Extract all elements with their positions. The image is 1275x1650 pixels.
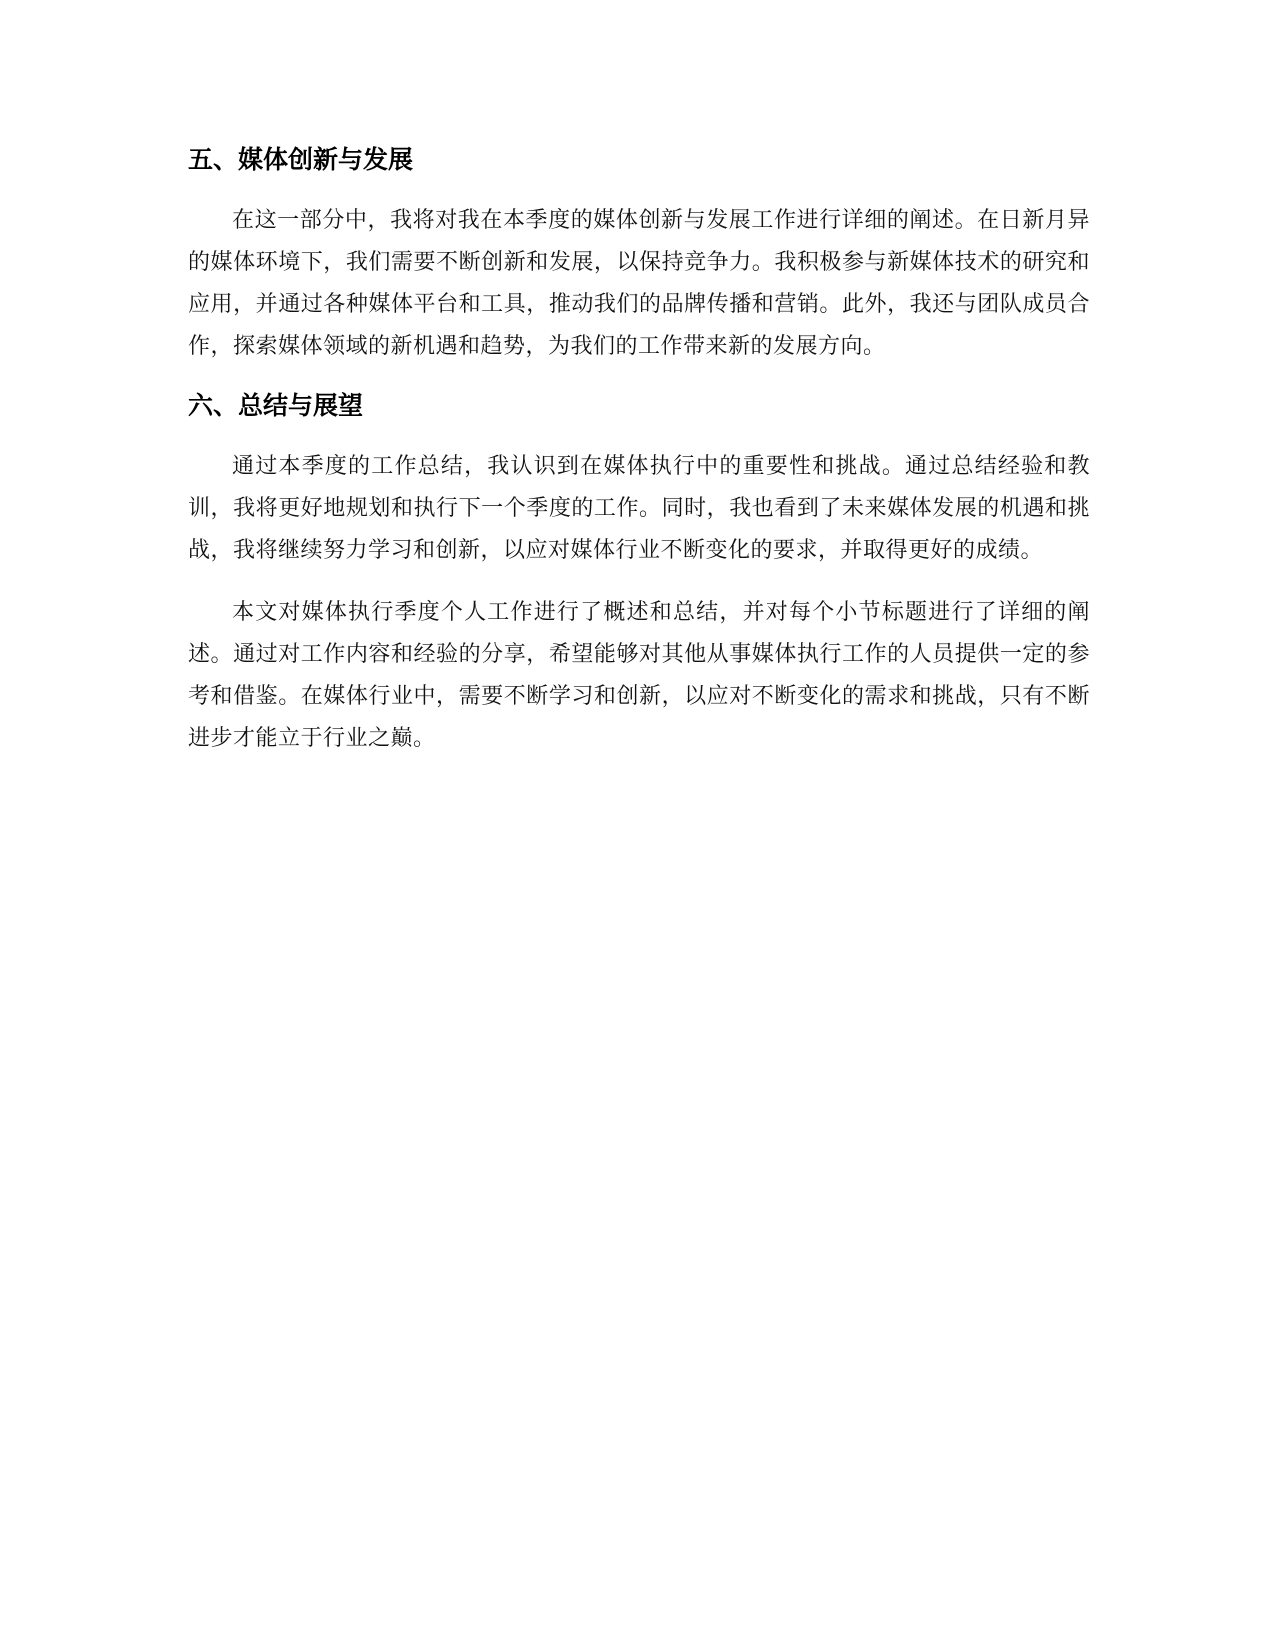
paragraph-summary-outlook: 通过本季度的工作总结，我认识到在媒体执行中的重要性和挑战。通过总结经验和教训，我将更好地规划和执行下一个季度的工作。同时，我也看到了未来媒体发展的机遇和挑战，我将继续努力学习和创新，以应对媒体行业不断变化的要求，并取得更好的成绩。 [188,454,1090,563]
section-heading-media-innovation: 五、媒体创新与发展 [188,145,414,174]
paragraph-conclusion: 本文对媒体执行季度个人工作进行了概述和总结，并对每个小节标题进行了详细的阐述。通过对工作内容和经验的分享，希望能够对其他从事媒体执行工作的人员提供一定的参考和借鉴。在媒体行业中，需要不断学习和创新，以应对不断变化的需求和挑战，只有不断进步才能立于行业之巅。 [188,600,1090,751]
section-heading-summary-outlook: 六、总结与展望 [188,391,364,420]
paragraph-media-innovation: 在这一部分中，我将对我在本季度的媒体创新与发展工作进行详细的阐述。在日新月异的媒体环境下，我们需要不断创新和发展，以保持竞争力。我积极参与新媒体技术的研究和应用，并通过各种媒体平台和工具，推动我们的品牌传播和营销。此外，我还与团队成员合作，探索媒体领域的新机遇和趋势，为我们的工作带来新的发展方向。 [188,208,1090,359]
document-body [188,140,1090,760]
